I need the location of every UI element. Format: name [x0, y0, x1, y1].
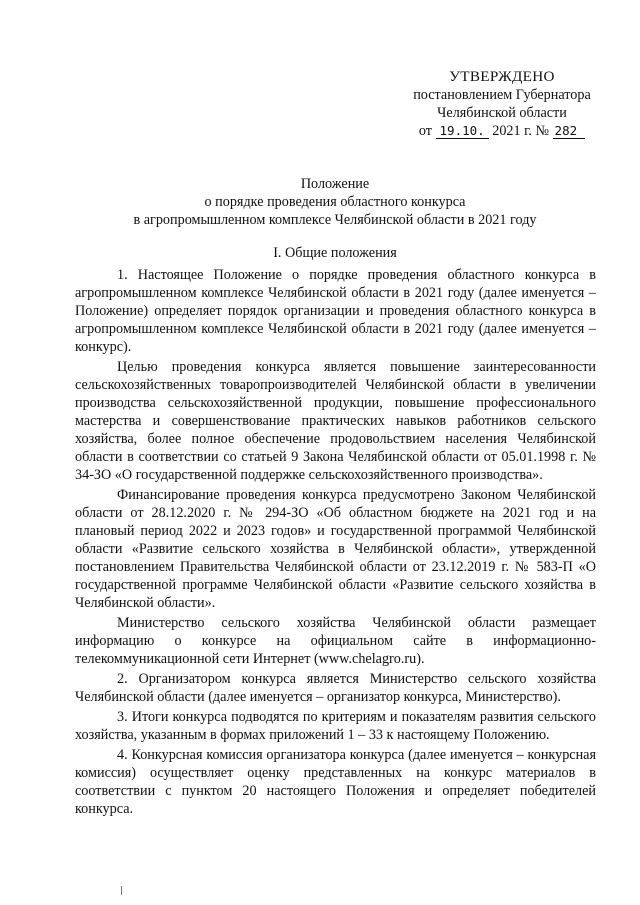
- approval-date-value: 19.10.: [436, 123, 489, 139]
- section-heading: I. Общие положения: [273, 245, 397, 261]
- approval-heading: УТВЕРЖДЕНО: [449, 68, 555, 85]
- paragraph: 1. Настоящее Положение о порядке проведения областного конкурса в агропромышленном комплексе Челябинской области в 2021 году (далее именуется – Положение) определяет порядок организации и проведения областного конкурса в агропромышленном комплексе Челябинской области в 2021 году (далее именуется – конкурс).: [75, 267, 596, 355]
- paragraph: Целью проведения конкурса является повышение заинтересованности сельскохозяйственных товаропроизводителей Челябинской области в увеличении производства сельскохозяйственной продукции, повышение профессионального мастерства и совершенствование практических навыков работников сельского хозяйства, более полное обеспечение продовольствием населения Челябинской области в соответствии со статьей 9 Закона Челябинской области от 05.01.1998 г. № 34-ЗО «О государственной поддержке сельскохозяйственного производства».: [75, 359, 596, 483]
- paragraph: Министерство сельского хозяйства Челябинской области размещает информацию о конкурсе на официальном сайте в информационно-телекоммуникационной сети Интернет (www.chelagro.ru).: [75, 615, 596, 667]
- paragraph: Финансирование проведения конкурса предусмотрено Законом Челябинской области от 28.12.2020 г. № 294-ЗО «Об областном бюджете на 2021 год и на плановый период 2022 и 2023 годов» и государственной программой Челябинской области «Развитие сельского хозяйства в Челябинской области», утвержденной постановлением Правительства Челябинской области от 23.12.2019 г. № 583-П «О государственной программе Челябинской области «Развитие сельского хозяйства в Челябинской области».: [75, 487, 596, 611]
- paragraph: 3. Итоги конкурса подводятся по критериям и показателям развития сельского хозяйства, указанным в формах приложений 1 – 33 к настоящему Положению.: [75, 709, 596, 743]
- title-line-3: в агропромышленном комплексе Челябинской области в 2021 году: [133, 212, 537, 228]
- approval-date-prefix: от: [418, 123, 432, 139]
- approval-stamp: [392, 68, 612, 140]
- page-edge-mark: [121, 886, 122, 895]
- document-title: [60, 175, 610, 229]
- title-line-1: Положение: [300, 176, 370, 192]
- approval-number: 282: [553, 123, 586, 139]
- paragraph: 4. Конкурсная комиссия организатора конкурса (далее именуется – конкурсная комиссия) осуществляет оценку представленных на конкурс материалов в соответствии с пунктом 20 настоящего Положения и определяет победителей конкурса.: [75, 747, 596, 817]
- approval-date-line: [392, 122, 612, 140]
- approval-line-1: постановлением Губернатора: [413, 87, 591, 103]
- approval-line-2: Челябинской области: [437, 105, 567, 121]
- document-body: [75, 266, 596, 820]
- approval-year-text: 2021 г. №: [492, 123, 549, 139]
- title-line-2: о порядке проведения областного конкурса: [204, 194, 466, 210]
- paragraph: 2. Организатором конкурса является Министерство сельского хозяйства Челябинской области (далее именуется – организатор конкурса, Министерство).: [75, 671, 596, 705]
